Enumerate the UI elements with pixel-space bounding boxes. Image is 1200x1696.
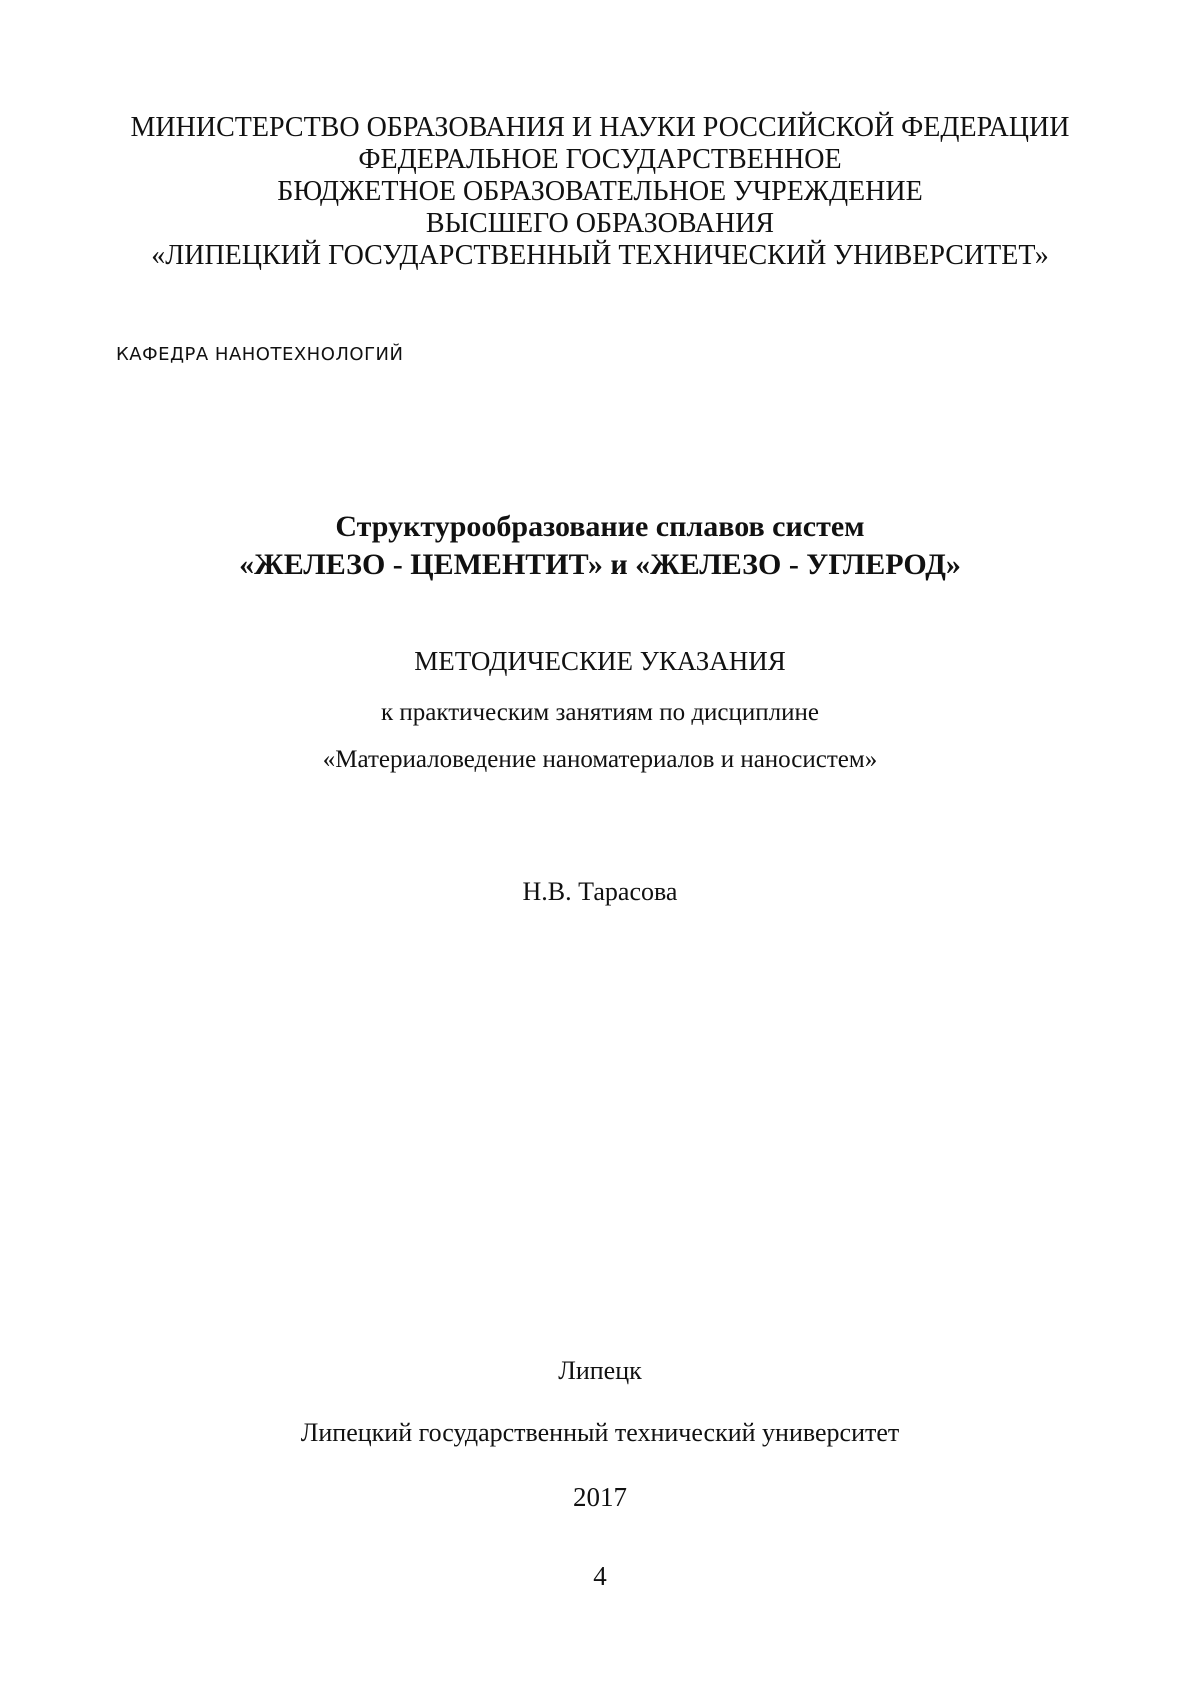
department-name: КАФЕДРА НАНОТЕХНОЛОГИЙ (116, 344, 404, 365)
document-title (0, 508, 1200, 584)
header-line-ministry: МИНИСТЕРСТВО ОБРАЗОВАНИЯ И НАУКИ РОССИЙСКОЙ ФЕДЕРАЦИИ (130, 112, 1070, 143)
page-number: 4 (593, 1561, 607, 1591)
publication-year: 2017 (573, 1482, 627, 1512)
title-line-1: Структурообразование сплавов систем (335, 510, 865, 543)
header-line-federal: ФЕДЕРАЛЬНОЕ ГОСУДАРСТВЕННОЕ (358, 144, 842, 175)
author-name: Н.В. Тарасова (522, 877, 678, 906)
document-purpose: к практическим занятиям по дисциплине (381, 699, 819, 726)
discipline-name: «Материаловедение наноматериалов и наносистем» (322, 746, 878, 773)
publication-city: Липецк (558, 1356, 642, 1385)
ministry-header (0, 112, 1200, 272)
header-line-university: «ЛИПЕЦКИЙ ГОСУДАРСТВЕННЫЙ ТЕХНИЧЕСКИЙ УНИВЕРСИТЕТ» (151, 240, 1049, 271)
header-line-budget: БЮДЖЕТНОЕ ОБРАЗОВАТЕЛЬНОЕ УЧРЕЖДЕНИЕ (277, 176, 923, 207)
document-type: МЕТОДИЧЕСКИЕ УКАЗАНИЯ (414, 646, 786, 676)
title-line-2: «ЖЕЛЕЗО - ЦЕМЕНТИТ» и «ЖЕЛЕЗО - УГЛЕРОД» (239, 548, 961, 581)
publisher-name: Липецкий государственный технический университет (300, 1418, 900, 1447)
header-line-higher-education: ВЫСШЕГО ОБРАЗОВАНИЯ (425, 208, 775, 239)
